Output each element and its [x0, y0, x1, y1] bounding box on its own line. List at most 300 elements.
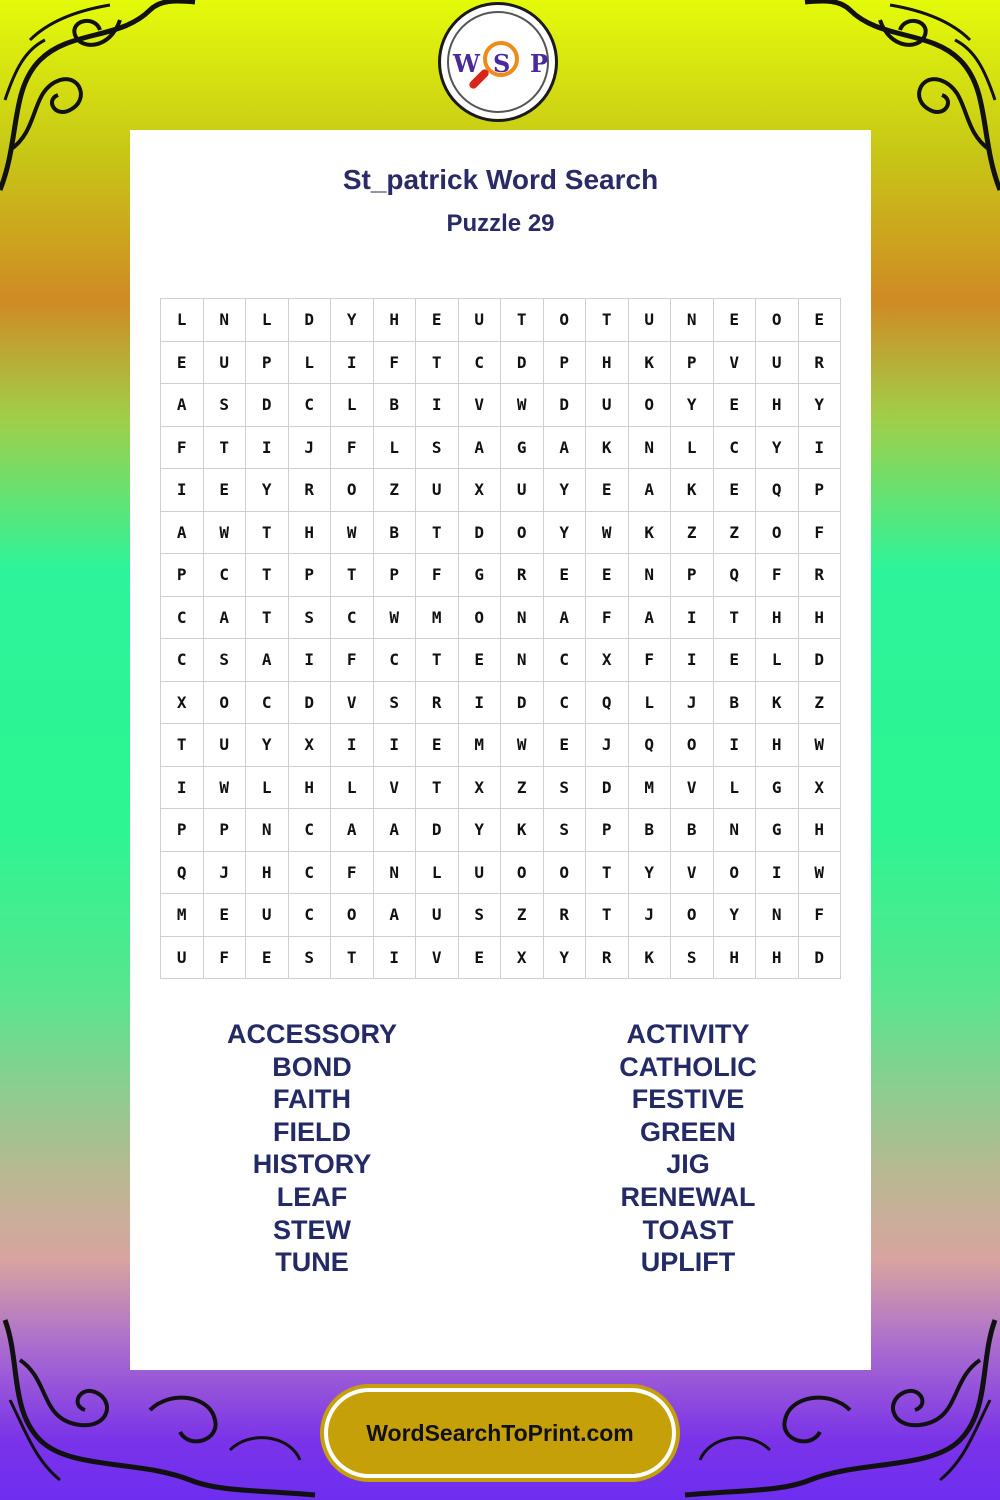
grid-cell[interactable]: G	[756, 766, 799, 809]
grid-cell[interactable]: C	[713, 426, 756, 469]
grid-cell[interactable]: D	[288, 299, 331, 342]
word-list-item: FESTIVE	[631, 1084, 745, 1115]
grid-row	[161, 596, 841, 639]
grid-cell[interactable]: H	[246, 851, 289, 894]
grid-cell[interactable]: H	[288, 766, 331, 809]
wsp-logo[interactable]	[438, 2, 558, 122]
grid-cell[interactable]: H	[756, 724, 799, 767]
grid-cell[interactable]: C	[161, 639, 204, 682]
grid-cell[interactable]: B	[373, 384, 416, 427]
grid-cell[interactable]: M	[458, 724, 501, 767]
grid-cell[interactable]: E	[416, 299, 459, 342]
grid-cell[interactable]: H	[798, 809, 841, 852]
grid-cell[interactable]: O	[331, 469, 374, 512]
grid-cell[interactable]: K	[756, 681, 799, 724]
grid-row	[161, 469, 841, 512]
grid-cell[interactable]: E	[458, 639, 501, 682]
grid-cell[interactable]: T	[713, 596, 756, 639]
grid-cell[interactable]: J	[288, 426, 331, 469]
grid-cell[interactable]: F	[416, 554, 459, 597]
grid-row	[161, 681, 841, 724]
grid-cell[interactable]: D	[501, 341, 544, 384]
grid-cell[interactable]: Z	[501, 894, 544, 937]
grid-cell[interactable]: G	[458, 554, 501, 597]
grid-cell[interactable]: A	[161, 384, 204, 427]
grid-cell[interactable]: L	[756, 639, 799, 682]
grid-cell[interactable]: F	[628, 639, 671, 682]
word-list-item: TUNE	[275, 1247, 349, 1278]
grid-cell[interactable]: Y	[756, 426, 799, 469]
word-list-right	[538, 1018, 838, 1279]
logo-letter-p: P	[530, 49, 549, 78]
grid-cell[interactable]: F	[331, 639, 374, 682]
grid-cell[interactable]: W	[501, 384, 544, 427]
grid-cell[interactable]: T	[246, 596, 289, 639]
grid-cell[interactable]: Y	[798, 384, 841, 427]
grid-cell[interactable]: X	[586, 639, 629, 682]
grid-cell[interactable]: K	[671, 469, 714, 512]
grid-cell[interactable]: N	[373, 851, 416, 894]
grid-cell[interactable]: F	[203, 936, 246, 979]
grid-cell[interactable]: M	[416, 596, 459, 639]
grid-cell[interactable]: E	[586, 554, 629, 597]
grid-cell[interactable]: U	[416, 469, 459, 512]
grid-cell[interactable]: P	[543, 341, 586, 384]
grid-cell[interactable]: I	[416, 384, 459, 427]
grid-cell[interactable]: O	[671, 724, 714, 767]
grid-cell[interactable]: I	[798, 426, 841, 469]
grid-cell[interactable]: I	[161, 766, 204, 809]
grid-cell[interactable]: F	[798, 894, 841, 937]
grid-cell[interactable]: A	[628, 596, 671, 639]
grid-cell[interactable]: L	[671, 426, 714, 469]
grid-cell[interactable]: E	[798, 299, 841, 342]
grid-cell[interactable]: F	[331, 851, 374, 894]
grid-cell[interactable]: X	[458, 766, 501, 809]
grid-cell[interactable]: A	[628, 469, 671, 512]
grid-cell[interactable]: I	[373, 936, 416, 979]
grid-cell[interactable]: T	[246, 554, 289, 597]
grid-cell[interactable]: R	[416, 681, 459, 724]
grid-cell[interactable]: Y	[246, 469, 289, 512]
grid-cell[interactable]: T	[586, 894, 629, 937]
grid-cell[interactable]: E	[416, 724, 459, 767]
grid-cell[interactable]: E	[161, 341, 204, 384]
grid-cell[interactable]: O	[628, 384, 671, 427]
grid-cell[interactable]: T	[501, 299, 544, 342]
grid-cell[interactable]: T	[331, 936, 374, 979]
grid-cell[interactable]: A	[543, 426, 586, 469]
grid-cell[interactable]: Y	[671, 384, 714, 427]
grid-cell[interactable]: U	[586, 384, 629, 427]
grid-cell[interactable]: D	[543, 384, 586, 427]
grid-cell[interactable]: D	[798, 936, 841, 979]
grid-cell[interactable]: H	[798, 596, 841, 639]
grid-cell[interactable]: Z	[373, 469, 416, 512]
grid-cell[interactable]: U	[458, 851, 501, 894]
grid-row	[161, 639, 841, 682]
grid-cell[interactable]: O	[543, 851, 586, 894]
page-title: St_patrick Word Search	[342, 164, 659, 195]
grid-cell[interactable]: J	[628, 894, 671, 937]
grid-cell[interactable]: T	[416, 766, 459, 809]
grid-cell[interactable]: C	[373, 639, 416, 682]
grid-cell[interactable]: L	[331, 766, 374, 809]
grid-cell[interactable]: V	[373, 766, 416, 809]
grid-cell[interactable]: H	[756, 936, 799, 979]
grid-cell[interactable]: H	[586, 341, 629, 384]
grid-cell[interactable]: S	[288, 936, 331, 979]
grid-cell[interactable]: E	[586, 469, 629, 512]
grid-cell[interactable]: Q	[628, 724, 671, 767]
word-list-item: HISTORY	[252, 1149, 372, 1180]
grid-cell[interactable]: F	[331, 426, 374, 469]
grid-cell[interactable]: C	[161, 596, 204, 639]
grid-cell[interactable]: P	[246, 341, 289, 384]
grid-cell[interactable]: Q	[756, 469, 799, 512]
word-list-left	[162, 1018, 462, 1279]
grid-cell[interactable]: U	[501, 469, 544, 512]
logo-letter-w: W	[453, 49, 480, 78]
grid-cell[interactable]: I	[331, 724, 374, 767]
grid-cell[interactable]: W	[331, 511, 374, 554]
word-list-item: JIG	[666, 1149, 710, 1180]
grid-cell[interactable]: P	[161, 554, 204, 597]
grid-cell[interactable]: T	[586, 299, 629, 342]
grid-cell[interactable]: Y	[713, 894, 756, 937]
word-list-item: STEW	[273, 1214, 351, 1245]
grid-cell[interactable]: B	[628, 809, 671, 852]
grid-cell[interactable]: K	[628, 341, 671, 384]
grid-cell[interactable]: L	[161, 299, 204, 342]
grid-cell[interactable]: P	[373, 554, 416, 597]
grid-row	[161, 426, 841, 469]
grid-cell[interactable]: W	[798, 851, 841, 894]
grid-cell[interactable]: R	[586, 936, 629, 979]
grid-cell[interactable]: C	[458, 341, 501, 384]
grid-cell[interactable]: F	[161, 426, 204, 469]
grid-cell[interactable]: U	[161, 936, 204, 979]
grid-cell[interactable]: K	[628, 511, 671, 554]
grid-cell[interactable]: H	[288, 511, 331, 554]
grid-cell[interactable]: E	[713, 469, 756, 512]
grid-cell[interactable]: T	[416, 639, 459, 682]
grid-cell[interactable]: S	[373, 681, 416, 724]
grid-cell[interactable]: Y	[246, 724, 289, 767]
grid-row	[161, 851, 841, 894]
grid-row	[161, 341, 841, 384]
grid-cell[interactable]: U	[416, 894, 459, 937]
grid-cell[interactable]: C	[203, 554, 246, 597]
grid-cell[interactable]: T	[203, 426, 246, 469]
grid-row	[161, 766, 841, 809]
grid-cell[interactable]: I	[671, 596, 714, 639]
grid-cell[interactable]: O	[713, 851, 756, 894]
grid-cell[interactable]: A	[331, 809, 374, 852]
grid-cell[interactable]: T	[416, 511, 459, 554]
grid-cell[interactable]: X	[501, 936, 544, 979]
grid-cell[interactable]: C	[543, 639, 586, 682]
grid-cell[interactable]: E	[458, 936, 501, 979]
grid-cell[interactable]: M	[628, 766, 671, 809]
grid-cell[interactable]: I	[713, 724, 756, 767]
grid-cell[interactable]: S	[543, 809, 586, 852]
grid-cell[interactable]: Y	[543, 936, 586, 979]
grid-cell[interactable]: V	[671, 851, 714, 894]
grid-cell[interactable]: O	[756, 511, 799, 554]
logo-letter-s: S	[493, 49, 511, 78]
grid-cell[interactable]: S	[416, 426, 459, 469]
grid-row	[161, 554, 841, 597]
grid-cell[interactable]: D	[288, 681, 331, 724]
grid-cell[interactable]: I	[161, 469, 204, 512]
grid-cell[interactable]: C	[288, 894, 331, 937]
grid-cell[interactable]: W	[203, 766, 246, 809]
grid-cell[interactable]: D	[246, 384, 289, 427]
grid-cell[interactable]: W	[798, 724, 841, 767]
grid-cell[interactable]: V	[713, 341, 756, 384]
grid-row	[161, 299, 841, 342]
grid-cell[interactable]: R	[543, 894, 586, 937]
grid-cell[interactable]: H	[713, 936, 756, 979]
grid-cell[interactable]: C	[246, 681, 289, 724]
grid-cell[interactable]: V	[416, 936, 459, 979]
grid-cell[interactable]: Y	[628, 851, 671, 894]
grid-cell[interactable]: V	[458, 384, 501, 427]
grid-cell[interactable]: X	[798, 766, 841, 809]
grid-cell[interactable]: T	[416, 341, 459, 384]
grid-cell[interactable]: O	[501, 511, 544, 554]
word-list-item: FIELD	[273, 1116, 351, 1147]
grid-cell[interactable]: U	[203, 341, 246, 384]
grid-cell[interactable]: X	[288, 724, 331, 767]
grid-cell[interactable]: N	[756, 894, 799, 937]
grid-cell[interactable]: S	[458, 894, 501, 937]
grid-cell[interactable]: K	[586, 426, 629, 469]
grid-cell[interactable]: I	[331, 341, 374, 384]
grid-cell[interactable]: Q	[161, 851, 204, 894]
grid-cell[interactable]: T	[161, 724, 204, 767]
grid-cell[interactable]: O	[458, 596, 501, 639]
grid-cell[interactable]: A	[373, 894, 416, 937]
grid-cell[interactable]: H	[756, 596, 799, 639]
grid-cell[interactable]: Y	[543, 511, 586, 554]
grid-cell[interactable]: A	[203, 596, 246, 639]
grid-cell[interactable]: N	[628, 554, 671, 597]
grid-cell[interactable]: R	[288, 469, 331, 512]
grid-cell[interactable]: Q	[713, 554, 756, 597]
grid-row	[161, 894, 841, 937]
grid-cell[interactable]: E	[543, 554, 586, 597]
grid-cell[interactable]: N	[501, 639, 544, 682]
grid-cell[interactable]: L	[628, 681, 671, 724]
grid-cell[interactable]: O	[331, 894, 374, 937]
grid-cell[interactable]: C	[331, 596, 374, 639]
grid-cell[interactable]: A	[373, 809, 416, 852]
grid-cell[interactable]: E	[713, 639, 756, 682]
grid-cell[interactable]: F	[373, 341, 416, 384]
grid-cell[interactable]: I	[288, 639, 331, 682]
grid-cell[interactable]: I	[458, 681, 501, 724]
grid-cell[interactable]: L	[331, 384, 374, 427]
grid-cell[interactable]: R	[501, 554, 544, 597]
grid-cell[interactable]: L	[288, 341, 331, 384]
grid-cell[interactable]: D	[416, 809, 459, 852]
grid-cell[interactable]: W	[203, 511, 246, 554]
grid-cell[interactable]: Y	[543, 469, 586, 512]
grid-cell[interactable]: Z	[501, 766, 544, 809]
grid-cell[interactable]: V	[671, 766, 714, 809]
grid-cell[interactable]: G	[756, 809, 799, 852]
grid-cell[interactable]: S	[203, 384, 246, 427]
grid-cell[interactable]: Y	[331, 299, 374, 342]
grid-cell[interactable]: L	[246, 299, 289, 342]
grid-cell[interactable]: V	[331, 681, 374, 724]
grid-row	[161, 724, 841, 767]
grid-cell[interactable]: W	[373, 596, 416, 639]
site-link-button[interactable]	[324, 1388, 676, 1478]
word-list-item: ACTIVITY	[626, 1019, 750, 1049]
grid-cell[interactable]: P	[288, 554, 331, 597]
site-link-label: WordSearchToPrint.com	[366, 1419, 634, 1446]
grid-cell[interactable]: M	[161, 894, 204, 937]
grid-cell[interactable]: U	[458, 299, 501, 342]
grid-cell[interactable]: D	[798, 639, 841, 682]
grid-cell[interactable]: J	[586, 724, 629, 767]
grid-row	[161, 809, 841, 852]
grid-cell[interactable]: F	[586, 596, 629, 639]
word-list-item: FAITH	[273, 1084, 351, 1115]
grid-cell[interactable]: J	[203, 851, 246, 894]
grid-cell[interactable]: C	[288, 851, 331, 894]
grid-cell[interactable]: P	[671, 554, 714, 597]
grid-cell[interactable]: Z	[798, 681, 841, 724]
puzzle-card	[130, 130, 871, 1370]
grid-cell[interactable]: K	[628, 936, 671, 979]
grid-cell[interactable]: A	[458, 426, 501, 469]
grid-cell[interactable]: R	[798, 554, 841, 597]
grid-cell[interactable]: S	[543, 766, 586, 809]
grid-cell[interactable]: W	[501, 724, 544, 767]
word-list-item: BOND	[272, 1051, 352, 1082]
grid-cell[interactable]: F	[756, 554, 799, 597]
grid-cell[interactable]: I	[373, 724, 416, 767]
grid-cell[interactable]: T	[246, 511, 289, 554]
grid-cell[interactable]: E	[246, 936, 289, 979]
grid-cell[interactable]: O	[501, 851, 544, 894]
grid-row	[161, 511, 841, 554]
grid-cell[interactable]: U	[203, 724, 246, 767]
word-list-item: ACCESSORY	[226, 1019, 398, 1049]
grid-row	[161, 384, 841, 427]
grid-cell[interactable]: P	[586, 809, 629, 852]
grid-cell[interactable]: K	[501, 809, 544, 852]
grid-cell[interactable]: I	[671, 639, 714, 682]
grid-cell[interactable]: J	[671, 681, 714, 724]
grid-cell[interactable]: E	[713, 384, 756, 427]
grid-cell[interactable]: N	[501, 596, 544, 639]
grid-cell[interactable]: L	[246, 766, 289, 809]
grid-cell[interactable]: C	[288, 809, 331, 852]
grid-cell[interactable]: S	[288, 596, 331, 639]
grid-cell[interactable]: O	[543, 299, 586, 342]
grid-cell[interactable]: D	[586, 766, 629, 809]
grid-cell[interactable]: I	[246, 426, 289, 469]
grid-cell[interactable]: A	[246, 639, 289, 682]
grid-cell[interactable]: B	[671, 809, 714, 852]
grid-cell[interactable]: P	[798, 469, 841, 512]
letter-grid[interactable]	[160, 298, 841, 979]
grid-cell[interactable]: C	[288, 384, 331, 427]
grid-cell[interactable]: N	[713, 809, 756, 852]
grid-cell[interactable]: D	[458, 511, 501, 554]
grid-cell[interactable]: T	[586, 851, 629, 894]
grid-cell[interactable]: D	[501, 681, 544, 724]
grid-cell[interactable]: U	[246, 894, 289, 937]
grid-cell[interactable]: Y	[458, 809, 501, 852]
grid-cell[interactable]: H	[373, 299, 416, 342]
grid-cell[interactable]: E	[713, 299, 756, 342]
grid-cell[interactable]: T	[331, 554, 374, 597]
grid-cell[interactable]: P	[671, 341, 714, 384]
grid-cell[interactable]: N	[671, 299, 714, 342]
grid-cell[interactable]: L	[416, 851, 459, 894]
grid-cell[interactable]: H	[756, 384, 799, 427]
grid-cell[interactable]: X	[161, 681, 204, 724]
grid-cell[interactable]: O	[671, 894, 714, 937]
grid-cell[interactable]: A	[161, 511, 204, 554]
grid-cell[interactable]: E	[203, 469, 246, 512]
grid-cell[interactable]: U	[628, 299, 671, 342]
grid-cell[interactable]: O	[203, 681, 246, 724]
grid-cell[interactable]: C	[543, 681, 586, 724]
grid-cell[interactable]: B	[373, 511, 416, 554]
grid-cell[interactable]: P	[161, 809, 204, 852]
grid-cell[interactable]: N	[203, 299, 246, 342]
puzzle-number: Puzzle 29	[446, 210, 555, 237]
grid-cell[interactable]: E	[203, 894, 246, 937]
grid-cell[interactable]: O	[756, 299, 799, 342]
word-list-item: RENEWAL	[620, 1181, 756, 1212]
word-list-item: GREEN	[639, 1116, 737, 1147]
word-list-item: LEAF	[276, 1181, 348, 1212]
grid-cell[interactable]: L	[373, 426, 416, 469]
grid-cell[interactable]: G	[501, 426, 544, 469]
grid-cell[interactable]: N	[246, 809, 289, 852]
grid-cell[interactable]: W	[586, 511, 629, 554]
grid-cell[interactable]: N	[628, 426, 671, 469]
grid-cell[interactable]: X	[458, 469, 501, 512]
word-list-item: TOAST	[642, 1214, 734, 1245]
grid-cell[interactable]: L	[713, 766, 756, 809]
grid-cell[interactable]: Q	[586, 681, 629, 724]
grid-cell[interactable]: F	[798, 511, 841, 554]
grid-cell[interactable]: S	[203, 639, 246, 682]
grid-cell[interactable]: U	[756, 341, 799, 384]
grid-cell[interactable]: Z	[671, 511, 714, 554]
grid-cell[interactable]: R	[798, 341, 841, 384]
grid-row	[161, 936, 841, 979]
grid-cell[interactable]: E	[543, 724, 586, 767]
grid-cell[interactable]: Z	[713, 511, 756, 554]
grid-cell[interactable]: S	[671, 936, 714, 979]
grid-cell[interactable]: I	[756, 851, 799, 894]
grid-cell[interactable]: B	[713, 681, 756, 724]
grid-cell[interactable]: A	[543, 596, 586, 639]
word-list-item: UPLIFT	[640, 1247, 736, 1278]
word-list-item: CATHOLIC	[619, 1051, 757, 1082]
grid-cell[interactable]: P	[203, 809, 246, 852]
